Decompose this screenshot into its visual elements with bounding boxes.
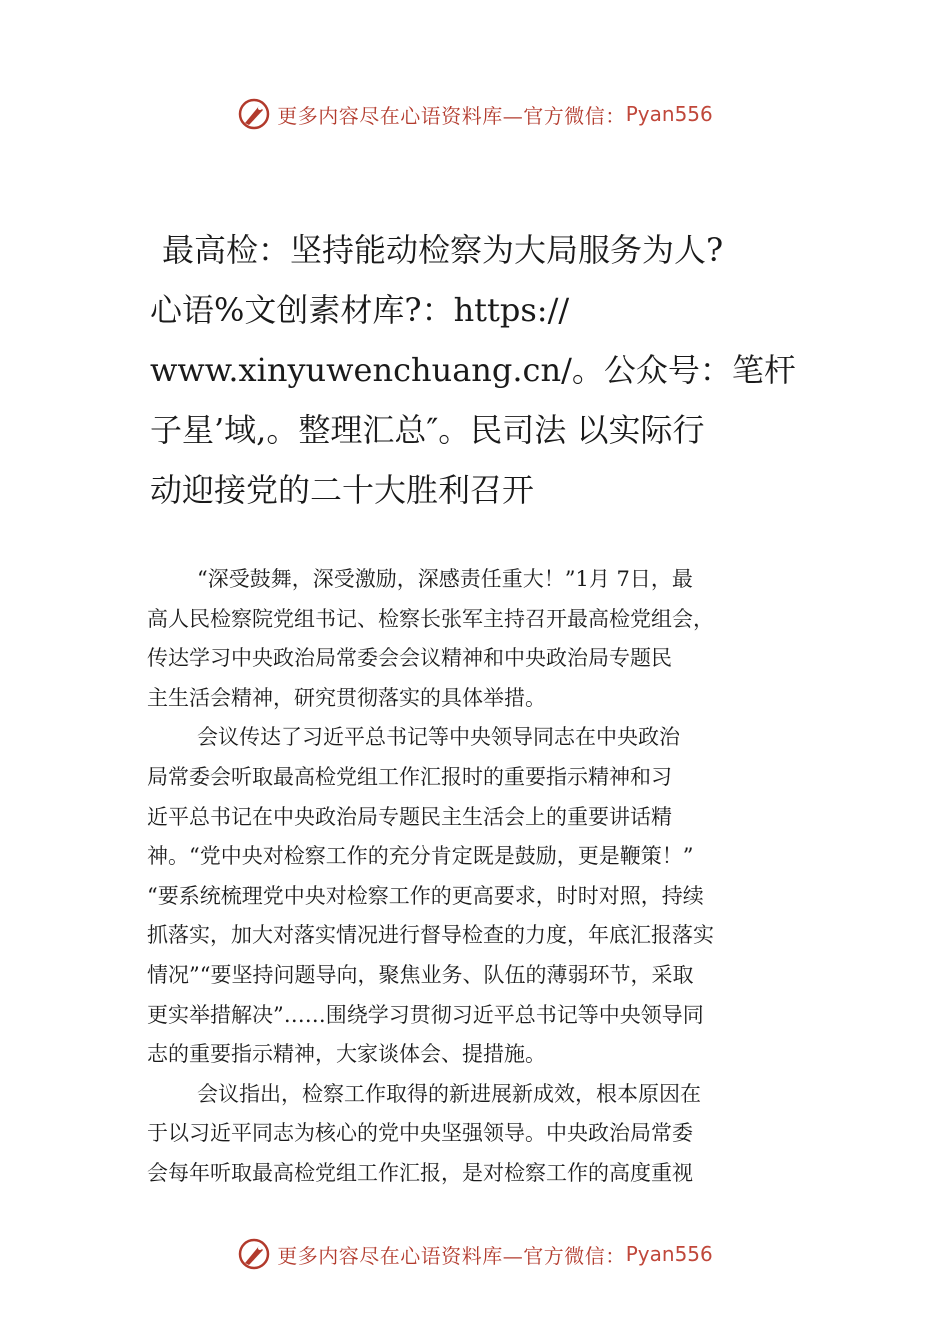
paragraph-line: 更实举措解决”……围绕学习贯彻习近平总书记等中央领导同 — [147, 1002, 704, 1027]
paragraph-line: 会议传达了习近平总书记等中央领导同志在中央政治 — [197, 725, 680, 750]
footer-banner — [0, 1234, 950, 1274]
title-line: 最高检：坚持能动检察为大局服务为人? — [162, 231, 724, 269]
pen-nib-circle-icon — [237, 1237, 271, 1271]
paragraph-line: 传达学习中央政治局常委会会议精神和中央政治局专题民 — [147, 646, 672, 671]
document-body — [147, 560, 819, 1194]
header-wechat-id: Pyan556 — [625, 102, 713, 126]
paragraph-line: 于以习近平同志为核心的党中央坚强领导。中央政治局常委 — [147, 1121, 693, 1146]
paragraph-line: 抓落实，加大对落实情况进行督导检查的力度，年底汇报落实 — [147, 923, 714, 948]
document-title — [150, 220, 800, 520]
paragraph-line: “要系统梳理党中央对检察工作的更高要求，时时对照，持续 — [147, 883, 704, 908]
footer-wechat-id: Pyan556 — [625, 1242, 713, 1266]
pen-nib-circle-icon — [237, 97, 271, 131]
footer-text: 更多内容尽在心语资料库—官方微信： — [277, 1243, 626, 1268]
paragraph-line: 高人民检察院党组书记、检察长张军主持召开最高检党组会， — [147, 606, 714, 631]
title-line: 子星’域,。整理汇总″。民司法 以实际行 — [150, 411, 705, 449]
paragraph-line: 近平总书记在中央政治局专题民主生活会上的重要讲话精 — [147, 804, 672, 829]
header-banner — [0, 94, 950, 134]
paragraph-line: 会议指出，检察工作取得的新进展新成效，根本原因在 — [197, 1081, 701, 1106]
title-line: www.xinyuwenchuang.cn/。公众号：笔杆 — [150, 351, 796, 389]
paragraph-line: “深受鼓舞，深受激励，深感责任重大！”1月 7日，最 — [197, 567, 693, 591]
paragraph-line: 局常委会听取最高检党组工作汇报时的重要指示精神和习 — [147, 764, 672, 789]
header-text: 更多内容尽在心语资料库—官方微信： — [277, 103, 626, 128]
title-line: 动迎接党的二十大胜利召开 — [150, 471, 535, 509]
paragraph-line: 主生活会精神，研究贯彻落实的具体举措。 — [147, 685, 546, 710]
paragraph-line: 神。“党中央对检察工作的充分肯定既是鼓励，更是鞭策！” — [147, 844, 694, 869]
title-line: 心语%文创素材库?：https:// — [150, 291, 570, 329]
paragraph-line: 会每年听取最高检党组工作汇报，是对检察工作的高度重视 — [147, 1160, 693, 1185]
paragraph-line: 志的重要指示精神，大家谈体会、提措施。 — [147, 1042, 546, 1067]
paragraph-line: 情况”“要坚持问题导向，聚焦业务、队伍的薄弱环节，采取 — [147, 962, 694, 987]
